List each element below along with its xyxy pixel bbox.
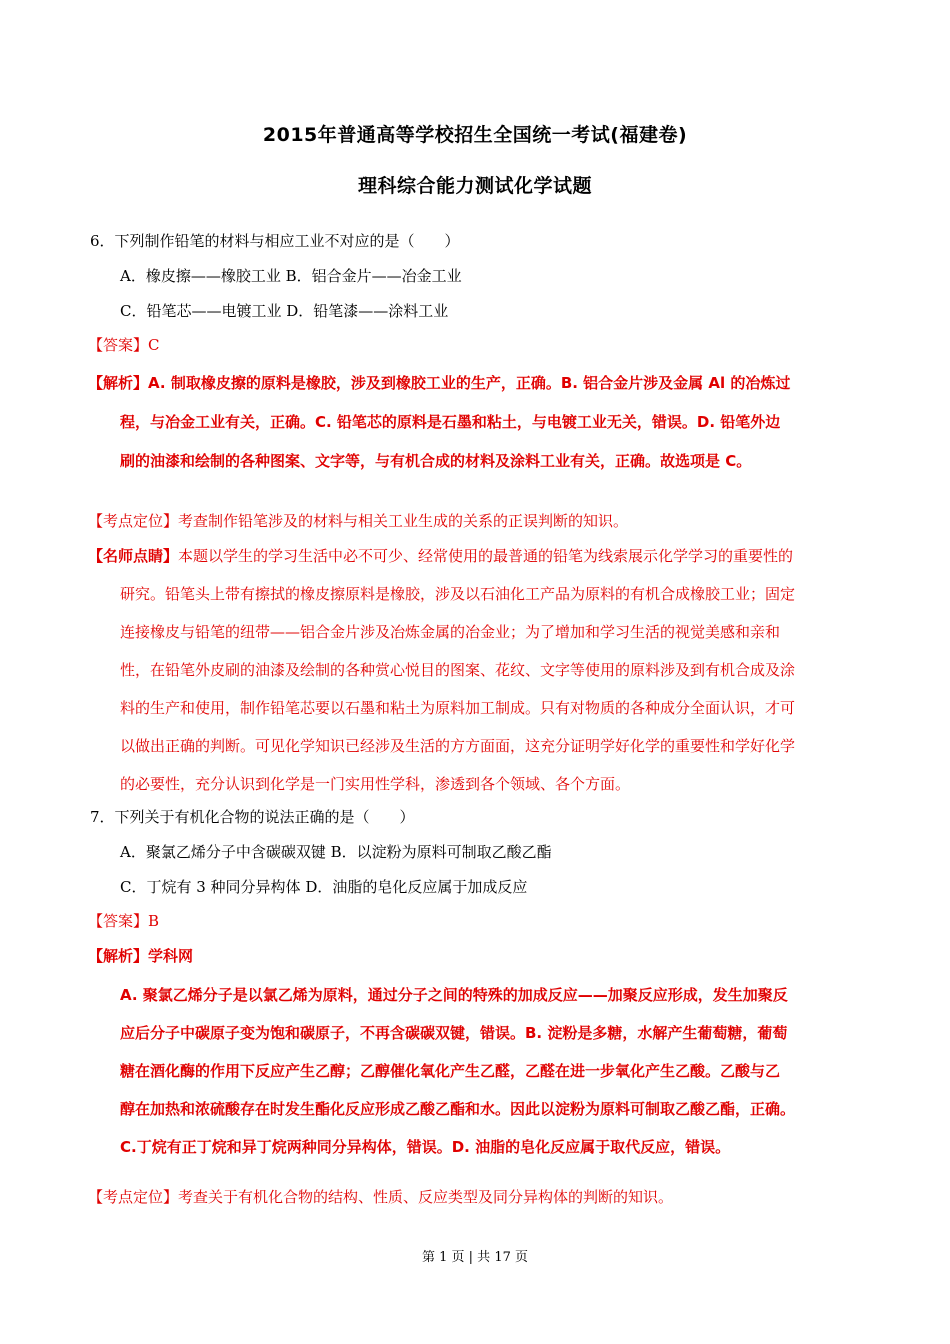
answer-tag: 【答案】 xyxy=(88,336,149,354)
question-6-options-row2: C．铅笔芯——电镀工业 D．铅笔漆——涂料工业 xyxy=(120,302,449,320)
question-7-analysis-line4: 醇在加热和浓硫酸存在时发生酯化反应形成乙酸乙酯和水。因此以淀粉为原料可制取乙酸乙酯，正确。 xyxy=(120,1100,796,1118)
mingshi-text: 本题以学生的学习生活中必不可少、经常使用的最普通的铅笔为线索展示化学学习的重要性的 xyxy=(178,547,794,565)
question-6-stem: 6．下列制作铅笔的材料与相应工业不对应的是（ ） xyxy=(90,232,460,250)
question-6-options-row1: A．橡皮擦——橡胶工业 B．铝合金片——冶金工业 xyxy=(120,267,462,285)
question-6-analysis-line1 xyxy=(88,372,790,393)
question-6-mingshi-line3: 连接橡皮与铅笔的纽带——铝合金片涉及冶炼金属的冶金业；为了增加和学习生活的视觉美感和亲和 xyxy=(120,623,781,641)
question-7-kaodian xyxy=(88,1186,673,1207)
kaodian-tag: 【考点定位】 xyxy=(88,1188,179,1206)
question-7-analysis-heading xyxy=(88,945,193,966)
question-6-mingshi-line5: 料的生产和使用，制作铅笔芯要以石墨和粘土为原料加工制成。只有对物质的各种成分全面认识，才可 xyxy=(120,699,796,717)
question-7-stem: 7．下列关于有机化合物的说法正确的是（ ） xyxy=(90,808,415,826)
question-7-options-row1: A．聚氯乙烯分子中含碳碳双键 B．以淀粉为原料可制取乙酸乙酯 xyxy=(120,843,552,861)
question-7-options-row2: C．丁烷有 3 种同分异构体 D．油脂的皂化反应属于加成反应 xyxy=(120,878,528,896)
mingshi-tag: 【名师点睛】 xyxy=(88,547,179,565)
analysis-tag: 【解析】 xyxy=(88,947,149,965)
kaodian-text: 考查关于有机化合物的结构、性质、反应类型及同分异构体的判断的知识。 xyxy=(178,1188,674,1206)
kaodian-text: 考查制作铅笔涉及的材料与相关工业生成的关系的正误判断的知识。 xyxy=(178,512,629,530)
analysis-head: 学科网 xyxy=(148,947,194,965)
answer-value: B xyxy=(148,912,160,930)
question-6-analysis-line2: 程，与冶金工业有关，正确。C. 铅笔芯的原料是石墨和粘土，与电镀工业无关，错误。D. 铅笔外边 xyxy=(120,413,781,431)
answer-value: C xyxy=(148,336,160,354)
answer-tag: 【答案】 xyxy=(88,912,149,930)
question-6-mingshi-line1 xyxy=(88,545,793,566)
question-6-kaodian xyxy=(88,510,628,531)
kaodian-tag: 【考点定位】 xyxy=(88,512,179,530)
page-footer: 第 1 页 | 共 17 页 xyxy=(422,1250,528,1265)
question-7-analysis-line3: 糖在酒化酶的作用下反应产生乙醇；乙醇催化氧化产生乙醛，乙醛在进一步氧化产生乙酸。乙酸与乙 xyxy=(120,1062,781,1080)
question-6-analysis-line3: 刷的油漆和绘制的各种图案、文字等，与有机合成的材料及涂料工业有关，正确。故选项是 C。 xyxy=(120,452,752,470)
question-6-mingshi-line2: 研究。铅笔头上带有擦拭的橡皮擦原料是橡胶，涉及以石油化工产品为原料的有机合成橡胶工业；固定 xyxy=(120,585,796,603)
document-subtitle: 理科综合能力测试化学试题 xyxy=(357,175,592,197)
question-7-answer xyxy=(88,910,159,931)
question-7-analysis-line2: 应后分子中碳原子变为饱和碳原子，不再含碳碳双键，错误。B. 淀粉是多糖，水解产生葡萄糖，葡萄 xyxy=(120,1024,788,1042)
question-6-mingshi-line6: 以做出正确的判断。可见化学知识已经涉及生活的方方面面，这充分证明学好化学的重要性和学好化学 xyxy=(120,737,796,755)
question-7-analysis-line5: C.丁烷有正丁烷和异丁烷两种同分异构体，错误。D. 油脂的皂化反应属于取代反应，错误。 xyxy=(120,1138,731,1156)
document-title: 2015年普通高等学校招生全国统一考试(福建卷) xyxy=(262,124,688,146)
question-6-answer xyxy=(88,334,160,355)
question-6-mingshi-line4: 性，在铅笔外皮刷的油漆及绘制的各种赏心悦目的图案、花纹、文字等使用的原料涉及到有机合成及涂 xyxy=(120,661,796,679)
question-7-analysis-line1: A. 聚氯乙烯分子是以氯乙烯为原料，通过分子之间的特殊的加成反应——加聚反应形成，发生加聚反 xyxy=(120,986,788,1004)
analysis-text: A. 制取橡皮擦的原料是橡胶，涉及到橡胶工业的生产，正确。B. 铝合金片涉及金属 Al 的冶炼过 xyxy=(148,374,791,392)
question-6-mingshi-line7: 的必要性，充分认识到化学是一门实用性学科，渗透到各个领域、各个方面。 xyxy=(120,775,631,793)
analysis-tag: 【解析】 xyxy=(88,374,149,392)
